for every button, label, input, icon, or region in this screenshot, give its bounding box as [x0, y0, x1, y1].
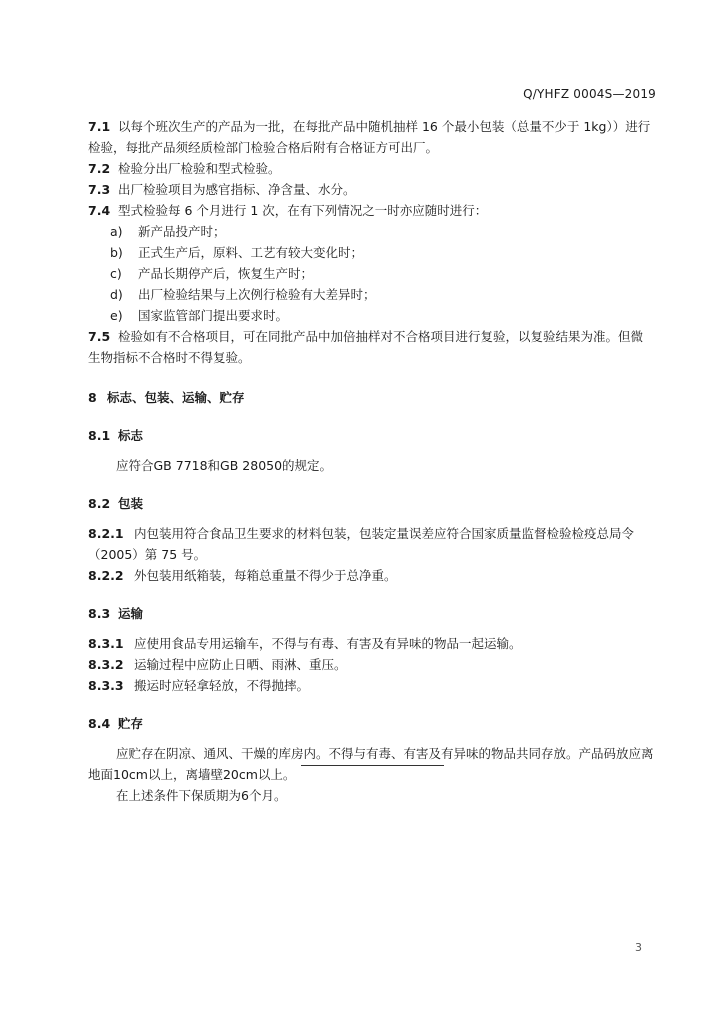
- clause-7-4: 7.4 型式检验每 6 个月进行 1 次，在有下列情况之一时亦应随时进行：: [88, 203, 488, 218]
- clause-7-5: 7.5 检验如有不合格项目，可在同批产品中加倍抽样对不合格项目进行复验，以复验结果为准。但微: [88, 329, 644, 344]
- list-item: a) 新产品投产时；: [110, 224, 226, 239]
- page-number: 3: [635, 941, 642, 954]
- clause-8-3-3: 8.3.3 搬运时应轻拿轻放，不得抛摔。: [88, 678, 310, 693]
- paragraph-8-1: 应符合GB 7718和GB 28050的规定。: [116, 458, 333, 473]
- list-item: d) 出厂检验结果与上次例行检验有大差异时；: [110, 287, 376, 302]
- clause-8-2-1: 8.2.1 内包装用符合食品卫生要求的材料包装，包装定量误差应符合国家质量监督检验检疫总局令: [88, 526, 635, 541]
- document-body: [88, 116, 658, 806]
- clause-8-2-2: 8.2.2 外包装用纸箱装，每箱总重量不得少于总净重。: [88, 568, 397, 583]
- subsection-8-4-title: 8.4 贮存: [88, 716, 144, 731]
- section-8-title: 8 标志、包装、运输、贮存: [88, 390, 245, 405]
- clause-7-1: 7.1 以每个班次生产的产品为一批，在每批产品中随机抽样 16 个最小包装（总量不少于 1kg））进行: [88, 119, 651, 134]
- list-item: e) 国家监管部门提出要求时。: [110, 308, 289, 323]
- clause-7-5-cont: 生物指标不合格时不得复验。: [88, 350, 251, 365]
- clause-8-3-2: 8.3.2 运输过程中应防止日晒、雨淋、重压。: [88, 657, 347, 672]
- standard-code: Q/YHFZ 0004S—2019: [523, 87, 656, 101]
- clause-7-2: 7.2 检验分出厂检验和型式检验。: [88, 161, 281, 176]
- clause-8-2-1-cont: （2005）第 75 号。: [88, 547, 207, 562]
- subsection-8-2-title: 8.2 包装: [88, 496, 144, 511]
- clause-7-3: 7.3 出厂检验项目为感官指标、净含量、水分。: [88, 182, 356, 197]
- paragraph-8-4-cont: 地面10cm以上，离墙壁20cm以上。: [88, 767, 296, 782]
- list-item: c) 产品长期停产后，恢复生产时；: [110, 266, 314, 281]
- subsection-8-1-title: 8.1 标志: [88, 428, 144, 443]
- end-divider: [301, 765, 444, 766]
- subsection-8-3-title: 8.3 运输: [88, 606, 144, 621]
- clause-7-1-cont: 检验，每批产品须经质检部门检验合格后附有合格证方可出厂。: [88, 140, 439, 155]
- paragraph-8-4: 应贮存在阴凉、通风、干燥的库房内。不得与有毒、有害及有异味的物品共同存放。产品码放应离: [116, 746, 654, 761]
- list-item: b) 正式生产后，原料、工艺有较大变化时；: [110, 245, 364, 260]
- shelf-life: 在上述条件下保质期为6个月。: [116, 788, 287, 803]
- clause-8-3-1: 8.3.1 应使用食品专用运输车，不得与有毒、有害及有异味的物品一起运输。: [88, 636, 522, 651]
